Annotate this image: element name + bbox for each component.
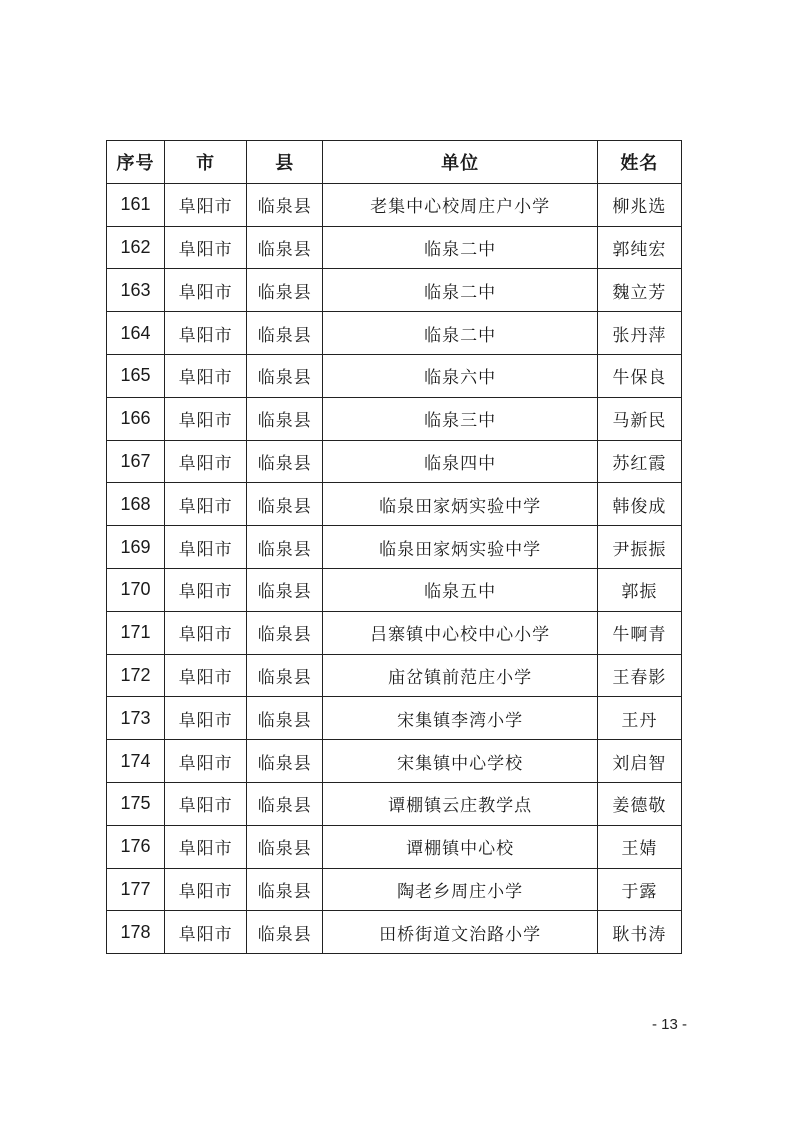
cell-unit: 临泉田家炳实验中学 xyxy=(323,526,597,569)
cell-city: 阜阳市 xyxy=(165,312,247,355)
cell-no: 172 xyxy=(107,654,165,697)
cell-city: 阜阳市 xyxy=(165,226,247,269)
cell-city: 阜阳市 xyxy=(165,269,247,312)
cell-unit: 临泉三中 xyxy=(323,397,597,440)
table-row xyxy=(107,397,682,440)
table-row xyxy=(107,611,682,654)
cell-name: 尹振振 xyxy=(597,526,681,569)
cell-name: 郭纯宏 xyxy=(597,226,681,269)
cell-no: 166 xyxy=(107,397,165,440)
cell-city: 阜阳市 xyxy=(165,397,247,440)
cell-county: 临泉县 xyxy=(247,740,323,783)
cell-city: 阜阳市 xyxy=(165,183,247,226)
cell-county: 临泉县 xyxy=(247,397,323,440)
cell-county: 临泉县 xyxy=(247,782,323,825)
cell-city: 阜阳市 xyxy=(165,526,247,569)
cell-unit: 临泉二中 xyxy=(323,269,597,312)
cell-unit: 临泉五中 xyxy=(323,568,597,611)
table-row xyxy=(107,354,682,397)
cell-unit: 临泉二中 xyxy=(323,312,597,355)
table-row xyxy=(107,740,682,783)
cell-no: 163 xyxy=(107,269,165,312)
cell-no: 175 xyxy=(107,782,165,825)
table-row xyxy=(107,825,682,868)
cell-county: 临泉县 xyxy=(247,697,323,740)
table-row xyxy=(107,911,682,954)
cell-county: 临泉县 xyxy=(247,269,323,312)
cell-county: 临泉县 xyxy=(247,825,323,868)
cell-unit: 临泉六中 xyxy=(323,354,597,397)
table-header xyxy=(107,141,682,184)
roster-table xyxy=(106,140,682,954)
cell-no: 161 xyxy=(107,183,165,226)
cell-no: 173 xyxy=(107,697,165,740)
cell-name: 于露 xyxy=(597,868,681,911)
cell-unit: 吕寨镇中心校中心小学 xyxy=(323,611,597,654)
page-number: - 13 - xyxy=(652,1016,688,1033)
cell-county: 临泉县 xyxy=(247,354,323,397)
table-row xyxy=(107,868,682,911)
cell-city: 阜阳市 xyxy=(165,740,247,783)
header-city: 市 xyxy=(165,141,247,184)
cell-unit: 临泉田家炳实验中学 xyxy=(323,483,597,526)
table-row xyxy=(107,568,682,611)
cell-name: 柳兆选 xyxy=(597,183,681,226)
table-row xyxy=(107,269,682,312)
cell-county: 临泉县 xyxy=(247,526,323,569)
cell-city: 阜阳市 xyxy=(165,568,247,611)
cell-no: 162 xyxy=(107,226,165,269)
cell-unit: 老集中心校周庄户小学 xyxy=(323,183,597,226)
cell-no: 170 xyxy=(107,568,165,611)
table-row xyxy=(107,782,682,825)
table-row xyxy=(107,440,682,483)
cell-city: 阜阳市 xyxy=(165,911,247,954)
cell-unit: 临泉四中 xyxy=(323,440,597,483)
cell-county: 临泉县 xyxy=(247,568,323,611)
cell-no: 165 xyxy=(107,354,165,397)
table-row xyxy=(107,526,682,569)
cell-county: 临泉县 xyxy=(247,226,323,269)
cell-county: 临泉县 xyxy=(247,654,323,697)
header-unit: 单位 xyxy=(323,141,597,184)
cell-unit: 陶老乡周庄小学 xyxy=(323,868,597,911)
table-row xyxy=(107,483,682,526)
cell-no: 168 xyxy=(107,483,165,526)
cell-no: 171 xyxy=(107,611,165,654)
cell-city: 阜阳市 xyxy=(165,354,247,397)
cell-county: 临泉县 xyxy=(247,868,323,911)
cell-unit: 宋集镇李湾小学 xyxy=(323,697,597,740)
cell-name: 牛啊青 xyxy=(597,611,681,654)
table-row xyxy=(107,312,682,355)
cell-city: 阜阳市 xyxy=(165,483,247,526)
cell-name: 张丹萍 xyxy=(597,312,681,355)
cell-city: 阜阳市 xyxy=(165,782,247,825)
cell-unit: 谭棚镇中心校 xyxy=(323,825,597,868)
cell-no: 177 xyxy=(107,868,165,911)
cell-name: 魏立芳 xyxy=(597,269,681,312)
cell-county: 临泉县 xyxy=(247,183,323,226)
cell-name: 马新民 xyxy=(597,397,681,440)
cell-name: 刘启智 xyxy=(597,740,681,783)
cell-city: 阜阳市 xyxy=(165,611,247,654)
cell-name: 韩俊成 xyxy=(597,483,681,526)
cell-city: 阜阳市 xyxy=(165,654,247,697)
header-no: 序号 xyxy=(107,141,165,184)
cell-no: 176 xyxy=(107,825,165,868)
cell-name: 耿书涛 xyxy=(597,911,681,954)
cell-name: 王婧 xyxy=(597,825,681,868)
cell-name: 牛保良 xyxy=(597,354,681,397)
table-body xyxy=(107,183,682,953)
cell-no: 178 xyxy=(107,911,165,954)
table-row xyxy=(107,183,682,226)
cell-city: 阜阳市 xyxy=(165,868,247,911)
cell-no: 164 xyxy=(107,312,165,355)
cell-city: 阜阳市 xyxy=(165,440,247,483)
table-row xyxy=(107,697,682,740)
cell-unit: 田桥街道文治路小学 xyxy=(323,911,597,954)
cell-county: 临泉县 xyxy=(247,440,323,483)
header-county: 县 xyxy=(247,141,323,184)
cell-county: 临泉县 xyxy=(247,483,323,526)
cell-no: 174 xyxy=(107,740,165,783)
cell-no: 167 xyxy=(107,440,165,483)
table-row xyxy=(107,226,682,269)
cell-county: 临泉县 xyxy=(247,312,323,355)
cell-unit: 谭棚镇云庄教学点 xyxy=(323,782,597,825)
cell-name: 王丹 xyxy=(597,697,681,740)
cell-unit: 宋集镇中心学校 xyxy=(323,740,597,783)
cell-name: 姜德敬 xyxy=(597,782,681,825)
cell-unit: 庙岔镇前范庄小学 xyxy=(323,654,597,697)
cell-county: 临泉县 xyxy=(247,911,323,954)
cell-county: 临泉县 xyxy=(247,611,323,654)
cell-city: 阜阳市 xyxy=(165,825,247,868)
cell-name: 郭振 xyxy=(597,568,681,611)
cell-city: 阜阳市 xyxy=(165,697,247,740)
header-row xyxy=(107,141,682,184)
cell-name: 王春影 xyxy=(597,654,681,697)
table-row xyxy=(107,654,682,697)
cell-name: 苏红霞 xyxy=(597,440,681,483)
header-name: 姓名 xyxy=(597,141,681,184)
cell-no: 169 xyxy=(107,526,165,569)
cell-unit: 临泉二中 xyxy=(323,226,597,269)
